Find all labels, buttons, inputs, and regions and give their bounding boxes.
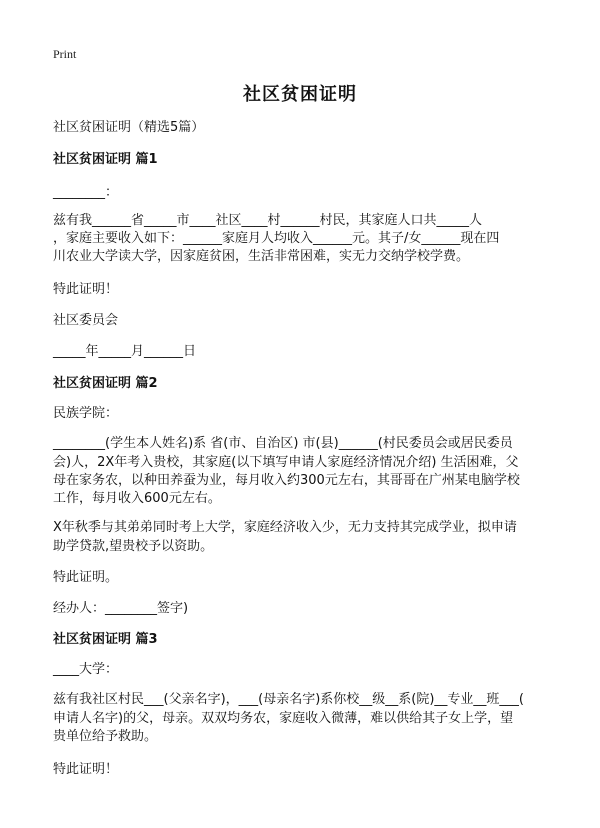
print-label: Print: [53, 47, 77, 61]
section1-body-line1: 兹有我______省_____市____社区____村______村民，其家庭人口共_____人: [53, 213, 483, 228]
section2-closing: 特此证明。: [53, 570, 119, 585]
section2-body-line4: 工作，每月收入600元左右。: [53, 491, 221, 506]
section1-body-line3: 川农业大学读大学，因家庭贫困，生活非常困难，实无力交纳学校学费。: [53, 249, 470, 264]
section3-salutation: ____大学：: [53, 662, 119, 677]
section1-heading: 社区贫困证明 篇1: [53, 152, 158, 167]
section3-body-line2: 申请人名字)的父，母亲。双双均务农，家庭收入微薄，难以供给其子女上学，望: [53, 711, 514, 726]
section1-salutation: ________：: [53, 185, 119, 200]
section2-handler: 经办人：________签字): [53, 601, 189, 616]
section2-body-line1: ________(学生本人姓名)系 省(市、自治区) 市(县)______(村民委员会或居民委员: [53, 436, 513, 451]
section1-signer: 社区委员会: [53, 313, 119, 328]
section3-heading: 社区贫困证明 篇3: [53, 632, 158, 647]
section2-heading: 社区贫困证明 篇2: [53, 376, 158, 391]
section3-body-line3: 贵单位给予救助。: [53, 729, 158, 744]
section2-salutation: 民族学院：: [53, 406, 119, 421]
subtitle: 社区贫困证明（精选5篇）: [53, 120, 205, 135]
section1-date: _____年_____月______日: [53, 344, 197, 359]
section2-para2-line2: 助学贷款,望贵校予以资助。: [53, 539, 214, 554]
section1-closing: 特此证明！: [53, 282, 119, 297]
section1-body-line2: ，家庭主要收入如下：______家庭月人均收入______元。其子/女______现在四: [53, 231, 500, 246]
section3-closing: 特此证明！: [53, 762, 119, 777]
page-title: 社区贫困证明: [243, 84, 357, 105]
section3-body-line1: 兹有我社区村民___(父亲名字)，___(母亲名字)系你校__级__系(院)__专业__班___(: [53, 692, 525, 707]
section2-para2-line1: X年秋季与其弟弟同时考上大学，家庭经济收入少，无力支持其完成学业，拟申请: [53, 520, 517, 535]
section2-body-line3: 母在家务农，以种田养蚕为业，每月收入约300元左右，其哥哥在广州某电脑学校: [53, 473, 520, 488]
section2-body-line2: 会)人，2X年考入贵校，其家庭(以下填写申请人家庭经济情况介绍) 生活困难，父: [53, 455, 519, 470]
